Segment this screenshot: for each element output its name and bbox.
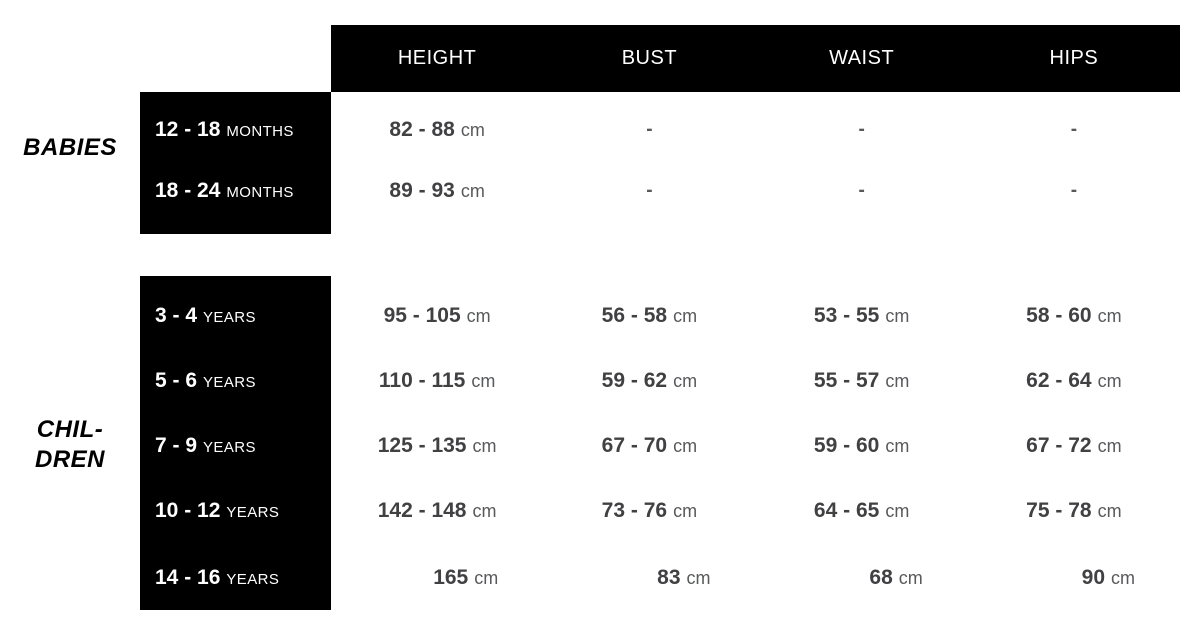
column-header-hips: HIPS	[1049, 47, 1099, 69]
group-label-children	[0, 415, 140, 475]
hips-value: 90	[1081, 565, 1105, 589]
bust-unit: cm	[673, 305, 698, 326]
height-unit: cm	[474, 567, 499, 588]
hips-cell	[968, 369, 1180, 393]
hips-cell	[968, 180, 1180, 202]
hips-cell	[968, 566, 1180, 590]
waist-unit: cm	[898, 567, 923, 588]
size-range: 7 - 9	[155, 433, 198, 457]
bust-cell	[543, 369, 755, 393]
waist-value: 68	[869, 565, 893, 589]
waist-value: -	[858, 118, 865, 140]
size-unit: YEARS	[203, 438, 256, 456]
size-label-cell	[140, 434, 331, 458]
height-cell	[331, 304, 543, 328]
waist-value: 59 - 60	[813, 433, 880, 457]
bust-value: 59 - 62	[601, 368, 668, 392]
bust-cell	[543, 180, 755, 202]
waist-unit: cm	[885, 305, 910, 326]
height-unit: cm	[466, 305, 491, 326]
column-headers	[331, 25, 1180, 92]
table-row	[140, 160, 1180, 221]
waist-value: 64 - 65	[813, 498, 880, 522]
waist-unit: cm	[885, 370, 910, 391]
size-unit: MONTHS	[226, 183, 294, 201]
height-value: 110 - 115	[378, 368, 466, 392]
waist-value: 53 - 55	[813, 303, 880, 327]
size-label-cell	[140, 118, 331, 142]
hips-value: -	[1070, 179, 1078, 201]
height-unit: cm	[472, 435, 497, 456]
bust-value: -	[646, 118, 653, 140]
height-value: 89 - 93	[389, 178, 455, 202]
size-unit: YEARS	[226, 570, 280, 588]
bust-value: 56 - 58	[601, 303, 668, 327]
waist-cell	[756, 180, 968, 202]
size-label-cell	[140, 566, 331, 590]
hips-value: 58 - 60	[1026, 303, 1092, 327]
column-header-bust: BUST	[621, 47, 678, 69]
size-label-cell	[140, 369, 331, 393]
waist-cell	[756, 499, 968, 523]
size-unit: MONTHS	[226, 122, 294, 140]
height-unit: cm	[471, 370, 496, 391]
height-cell	[331, 434, 543, 458]
hips-unit: cm	[1097, 435, 1122, 456]
height-cell	[331, 179, 543, 203]
table-row	[140, 413, 1180, 478]
bust-cell	[543, 434, 755, 458]
hips-unit: cm	[1097, 500, 1122, 521]
bust-cell	[543, 499, 755, 523]
bust-unit: cm	[686, 567, 711, 588]
height-cell	[331, 118, 543, 142]
waist-unit: cm	[885, 500, 910, 521]
hips-value: 67 - 72	[1026, 433, 1092, 457]
hips-cell	[968, 119, 1180, 141]
waist-cell	[756, 434, 968, 458]
height-value: 82 - 88	[389, 117, 455, 141]
table-row	[140, 283, 1180, 348]
height-unit: cm	[460, 180, 485, 201]
waist-cell	[756, 369, 968, 393]
column-header-height: HEIGHT	[397, 47, 477, 69]
bust-value: 73 - 76	[601, 498, 668, 522]
size-label-cell	[140, 304, 331, 328]
size-range: 3 - 4	[155, 303, 198, 327]
group-label-babies: BABIES	[23, 134, 117, 161]
hips-unit: cm	[1097, 305, 1122, 326]
size-unit: YEARS	[226, 503, 280, 521]
table-row	[140, 478, 1180, 543]
waist-cell	[756, 566, 968, 590]
bust-value: 83	[657, 565, 681, 589]
size-label-cell	[140, 499, 331, 523]
hips-cell	[968, 499, 1180, 523]
bust-value: 67 - 70	[601, 433, 668, 457]
waist-cell	[756, 304, 968, 328]
size-range: 5 - 6	[155, 368, 198, 392]
bust-value: -	[646, 179, 653, 201]
height-value: 142 - 148	[377, 498, 467, 522]
size-range: 14 - 16	[155, 565, 221, 589]
group-label-children-line2: DREN	[34, 446, 105, 473]
size-range: 10 - 12	[155, 498, 221, 522]
height-value: 95 - 105	[383, 303, 461, 327]
table-row	[140, 99, 1180, 160]
size-unit: YEARS	[203, 308, 256, 326]
column-header-waist: WAIST	[829, 47, 895, 69]
waist-value: -	[858, 179, 865, 201]
bust-unit: cm	[673, 370, 698, 391]
size-range: 18 - 24	[155, 178, 221, 202]
table-row	[140, 545, 1180, 610]
height-value: 165	[433, 565, 469, 589]
hips-cell	[968, 304, 1180, 328]
bust-unit: cm	[673, 435, 698, 456]
size-range: 12 - 18	[155, 117, 221, 141]
size-label-cell	[140, 179, 331, 203]
hips-value: -	[1070, 118, 1078, 140]
waist-unit: cm	[885, 435, 910, 456]
bust-cell	[543, 566, 755, 590]
group-label-children-line1: CHIL-	[36, 416, 104, 443]
hips-unit: cm	[1111, 567, 1135, 588]
height-unit: cm	[472, 500, 497, 521]
hips-unit: cm	[1097, 370, 1122, 391]
table-row	[140, 348, 1180, 413]
bust-unit: cm	[673, 500, 698, 521]
bust-cell	[543, 119, 755, 141]
height-unit: cm	[460, 119, 485, 140]
hips-cell	[968, 434, 1180, 458]
waist-value: 55 - 57	[813, 368, 880, 392]
height-cell	[331, 369, 543, 393]
hips-value: 75 - 78	[1026, 498, 1092, 522]
waist-cell	[756, 119, 968, 141]
height-cell	[331, 499, 543, 523]
hips-value: 62 - 64	[1026, 368, 1092, 392]
height-cell	[331, 566, 543, 590]
height-value: 125 - 135	[377, 433, 467, 457]
size-unit: YEARS	[203, 373, 256, 391]
bust-cell	[543, 304, 755, 328]
